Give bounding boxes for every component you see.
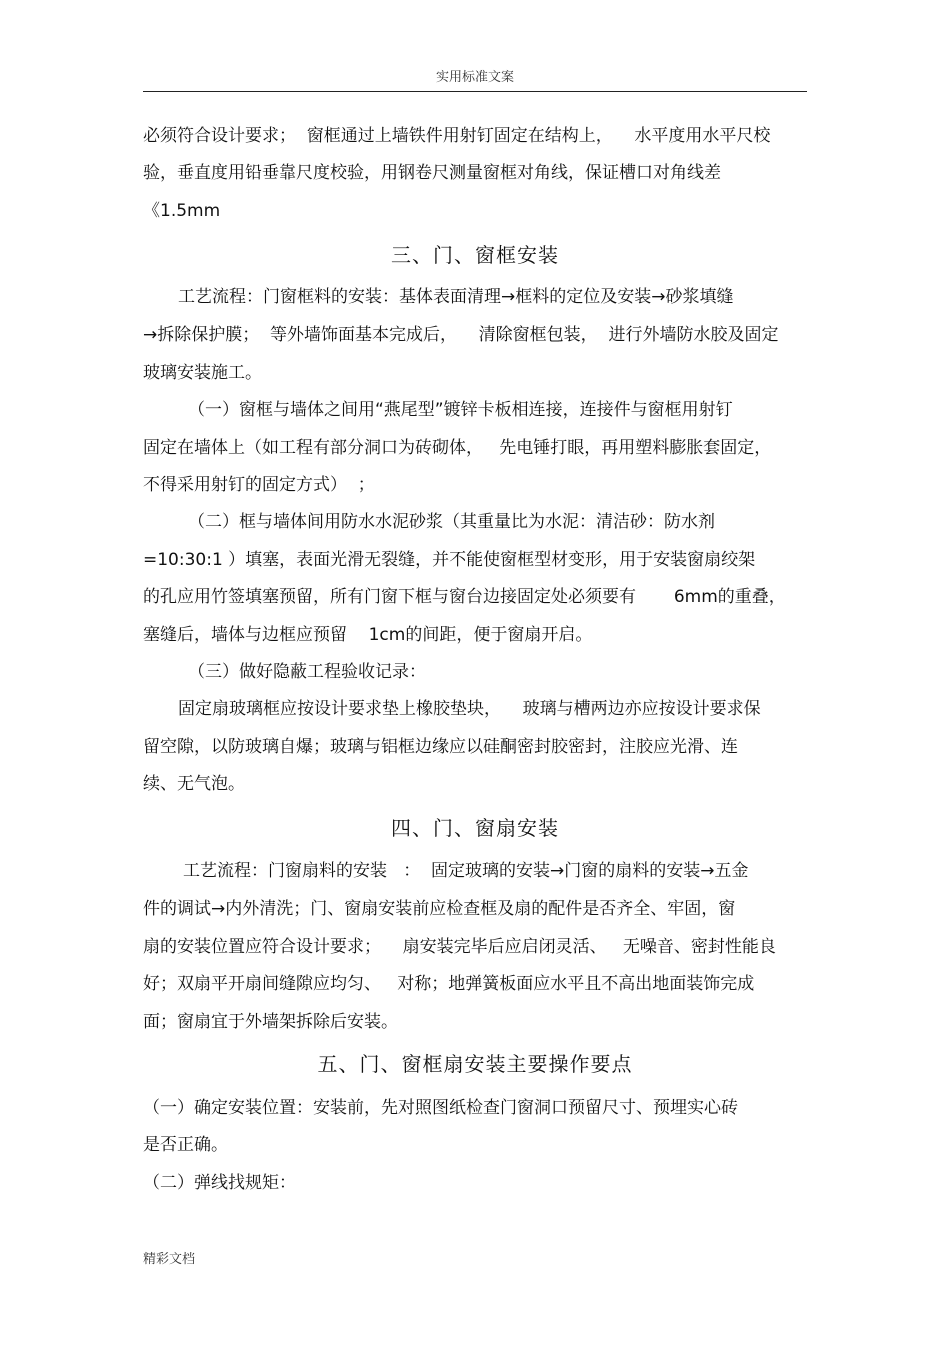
page-footer: 精彩文档 [143, 1252, 196, 1267]
body-line: 塞缝后，墙体与边框应预留 1cm的间距，便于窗扇开启。 [143, 625, 593, 645]
section-heading-3: 三、门、窗框安装 [391, 243, 559, 267]
page-header: 实用标准文案 [435, 70, 514, 85]
body-line: 面；窗扇宜于外墙架拆除后安装。 [143, 1012, 398, 1032]
body-line: 留空隙，以防玻璃自爆；玻璃与铝框边缘应以硅酮密封胶密封，注胶应光滑、连 [143, 737, 738, 757]
body-line: 的孔应用竹签填塞预留，所有门窗下框与窗台边接固定处必须要有 6mm的重叠， [143, 587, 786, 607]
body-line: 固定在墙体上（如工程有部分洞口为砖砌体， 先电锤打眼，再用塑料膨胀套固定， [143, 438, 772, 458]
body-line: 工艺流程：门窗框料的安装：基体表面清理→框料的定位及安装→砂浆填缝 [178, 287, 734, 307]
body-line: （一）确定安装位置：安装前，先对照图纸检查门窗洞口预留尺寸、预埋实心砖 [143, 1098, 738, 1118]
body-line: 《1.5mm [143, 201, 221, 221]
body-line: 好；双扇平开扇间缝隙应均匀、 对称；地弹簧板面应水平且不高出地面装饰完成 [143, 974, 755, 994]
body-line: 是否正确。 [143, 1135, 228, 1155]
section-heading-5: 五、门、窗框扇安装主要操作要点 [317, 1052, 633, 1076]
body-line: （二）框与墙体间用防水水泥砂浆（其重量比为水泥：清洁砂：防水剂 [188, 512, 715, 532]
body-line: 续、无气泡。 [143, 774, 245, 794]
body-line: 件的调试→内外清洗；门、窗扇安装前应检查框及扇的配件是否齐全、牢固，窗 [143, 899, 736, 919]
body-line: 扇的安装位置应符合设计要求； 扇安装完毕后应启闭灵活、 无噪音、密封性能良 [143, 937, 776, 957]
body-line: 必须符合设计要求； 窗框通过上墙铁件用射钉固定在结构上， 水平度用水平尺校 [143, 126, 771, 146]
section-heading-4: 四、门、窗扇安装 [391, 816, 559, 840]
header-rule [143, 91, 807, 92]
body-line: 玻璃安装施工。 [143, 363, 262, 383]
body-line: 固定扇玻璃框应按设计要求垫上橡胶垫块， 玻璃与槽两边亦应按设计要求保 [178, 699, 761, 719]
body-line: （二）弹线找规矩： [143, 1173, 296, 1193]
body-line: 验，垂直度用铅垂靠尺度校验，用钢卷尺测量窗框对角线，保证槽口对角线差 [143, 163, 721, 183]
body-line: →拆除保护膜； 等外墙饰面基本完成后， 清除窗框包装， 进行外墙防水胶及固定 [143, 325, 779, 345]
body-line: 工艺流程：门窗扇料的安装 ： 固定玻璃的安装→门窗的扇料的安装→五金 [183, 861, 749, 881]
body-line: 不得采用射钉的固定方式） ； [143, 475, 375, 495]
body-line: =10:30:1 ）填塞，表面光滑无裂缝，并不能使窗框型材变形，用于安装窗扇绞架 [143, 550, 756, 570]
body-line: （三）做好隐蔽工程验收记录： [188, 662, 426, 682]
body-line: （一）窗框与墙体之间用“燕尾型”镀锌卡板相连接，连接件与窗框用射钉 [188, 400, 733, 420]
